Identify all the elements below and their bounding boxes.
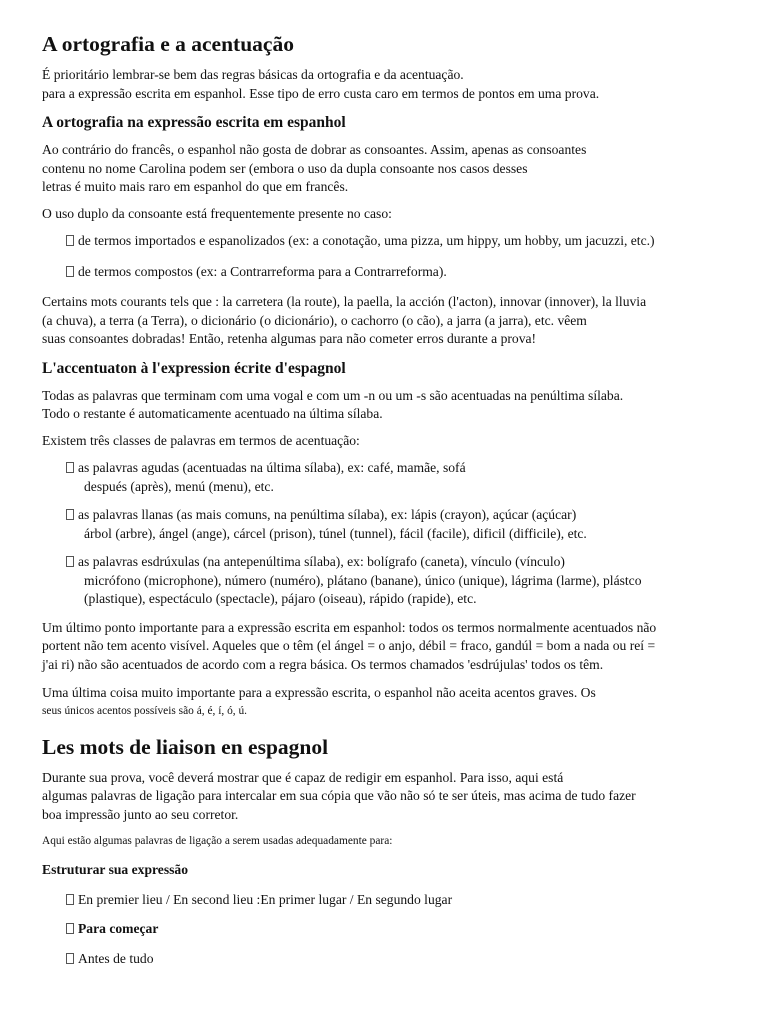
bullet-box-icon bbox=[66, 235, 74, 246]
paragraph-palavras-ligacao: Aqui estão algumas palavras de ligação a serem usadas adequadamente para: bbox=[42, 835, 393, 847]
bullet-box-icon bbox=[66, 953, 74, 964]
text-line: É prioritário lembrar-se bem das regras básicas da ortografia e da acentuação. bbox=[42, 67, 464, 82]
paragraph-prova bbox=[42, 769, 742, 825]
text-line: portent não tem acento visível. Aqueles que o têm (el ángel = o anjo, débil = fraco, gandúl = bom a nada ou reí = bbox=[42, 638, 656, 653]
bullet-text: as palavras agudas (acentuadas na última sílaba), ex: café, mamãe, sofá bbox=[78, 460, 466, 475]
paragraph-mots-courants bbox=[42, 293, 742, 349]
text-line: boa impressão junto ao seu corretor. bbox=[42, 806, 239, 822]
bullet-continuation: árbol (arbre), ángel (ange), cárcel (prison), túnel (tunnel), fácil (facile), dificil (difficile), etc. bbox=[84, 525, 587, 541]
bullet-box-icon bbox=[66, 462, 74, 473]
paragraph-acentos-graves bbox=[42, 684, 742, 719]
paragraph-acentuadas bbox=[42, 387, 742, 424]
bullet-text: Para começar bbox=[78, 921, 159, 936]
document-page bbox=[42, 30, 742, 968]
bullet-item bbox=[66, 950, 742, 969]
text-line: letras é muito mais raro em espanhol do que em francês. bbox=[42, 179, 349, 194]
bullet-continuation: (plastique), espectáculo (spectacle), pájaro (oiseau), rápido (rapide), etc. bbox=[84, 591, 477, 606]
bullet-box-icon bbox=[66, 556, 74, 567]
section-title-ortografia: A ortografia e a acentuação bbox=[42, 32, 294, 56]
text-line: Todas as palavras que terminam com uma vogal e com um -n ou um -s são acentuadas na penúltima sílaba. bbox=[42, 387, 624, 403]
text-line: seus únicos acentos possíveis são á, é, í, ó, ú. bbox=[42, 704, 247, 717]
bullet-text: En premier lieu / En second lieu :En primer lugar / En segundo lugar bbox=[78, 891, 453, 907]
bullet-text: de termos compostos (ex: a Contrarreforma para a Contrarreforma). bbox=[78, 263, 447, 279]
subheading-ortografia-expressao: A ortografia na expressão escrita em espanhol bbox=[42, 114, 346, 131]
bullet-item bbox=[66, 263, 742, 282]
bullet-text: as palavras llanas (as mais comuns, na penúltima sílaba), ex: lápis (crayon), açúcar (açúcar) bbox=[78, 507, 577, 522]
bullet-line bbox=[66, 459, 742, 478]
bullet-line bbox=[66, 553, 742, 572]
text-line: Uma última coisa muito importante para a expressão escrita, o espanhol não aceita acentos graves. Os bbox=[42, 685, 596, 700]
bullet-box-icon bbox=[66, 923, 74, 934]
bullet-box-icon bbox=[66, 509, 74, 520]
text-line: Um último ponto importante para a expressão escrita em espanhol: todos os termos normalmente acentuados não bbox=[42, 619, 657, 635]
text-line: suas consoantes dobradas! Então, retenha algumas para não cometer erros durante a prova! bbox=[42, 331, 537, 346]
text-line: Todo o restante é automaticamente acentuado na última sílaba. bbox=[42, 406, 383, 421]
text-line: Ao contrário do francês, o espanhol não gosta de dobrar as consoantes. Assim, apenas as consoantes bbox=[42, 142, 587, 157]
section-title-liaison: Les mots de liaison en espagnol bbox=[42, 734, 329, 759]
paragraph-ultimo-ponto bbox=[42, 619, 742, 675]
text-line: j'ai ri) não são acentuados de acordo com a regra básica. Os termos chamados 'esdrújulas' todos os têm. bbox=[42, 656, 604, 672]
bullet-box-icon bbox=[66, 894, 74, 905]
bullet-continuation: micrófono (microphone), número (numéro), plátano (banane), único (unique), lágrima (larme), plástco bbox=[84, 572, 642, 588]
subheading-estruturar: Estruturar sua expressão bbox=[42, 862, 189, 877]
bullet-text: de termos importados e espanolizados (ex: a conotação, uma pizza, um hippy, um hobby, um jacuzzi, etc.) bbox=[78, 233, 655, 248]
bullet-item bbox=[66, 891, 742, 910]
bullet-box-icon bbox=[66, 266, 74, 277]
bullet-line bbox=[66, 506, 742, 525]
bullet-item bbox=[66, 920, 742, 939]
text-line: para a expressão escrita em espanhol. Esse tipo de erro custa caro em termos de pontos em uma prova. bbox=[42, 85, 600, 101]
text-line: contenu no nome Carolina podem ser (embora o uso da dupla consoante nos casos desses bbox=[42, 160, 528, 176]
text-line: (a chuva), a terra (a Terra), o dicionário (o dicionário), o cachorro (o cão), a jarra (a jarra), etc. vêem bbox=[42, 312, 587, 328]
text-line: Certains mots courants tels que : la carretera (la route), la paella, la acción (l'acton), innovar (innover), la lluvia bbox=[42, 294, 647, 309]
bullet-text: as palavras esdrúxulas (na antepenúltima sílaba), ex: bolígrafo (caneta), vínculo (vínculo) bbox=[78, 554, 565, 569]
bullet-item bbox=[66, 459, 742, 496]
text-line: Durante sua prova, você deverá mostrar que é capaz de redigir em espanhol. Para isso, aqui está bbox=[42, 769, 564, 785]
bullet-text: Antes de tudo bbox=[78, 950, 154, 966]
bullet-item bbox=[66, 553, 742, 609]
subheading-accentuation: L'accentuaton à l'expression écrite d'espagnol bbox=[42, 359, 346, 377]
intro-paragraph bbox=[42, 66, 742, 103]
text-line: algumas palavras de ligação para intercalar em sua cópia que vão não só te ser úteis, mas acima de tudo fazer bbox=[42, 788, 636, 803]
bullet-item bbox=[66, 232, 742, 251]
bullet-continuation: después (après), menú (menu), etc. bbox=[84, 478, 274, 494]
paragraph-consoantes bbox=[42, 141, 742, 197]
bullet-item bbox=[66, 506, 742, 543]
paragraph-tres-classes: Existem três classes de palavras em termos de acentuação: bbox=[42, 432, 360, 448]
paragraph-uso-duplo: O uso duplo da consoante está frequentemente presente no caso: bbox=[42, 205, 392, 221]
